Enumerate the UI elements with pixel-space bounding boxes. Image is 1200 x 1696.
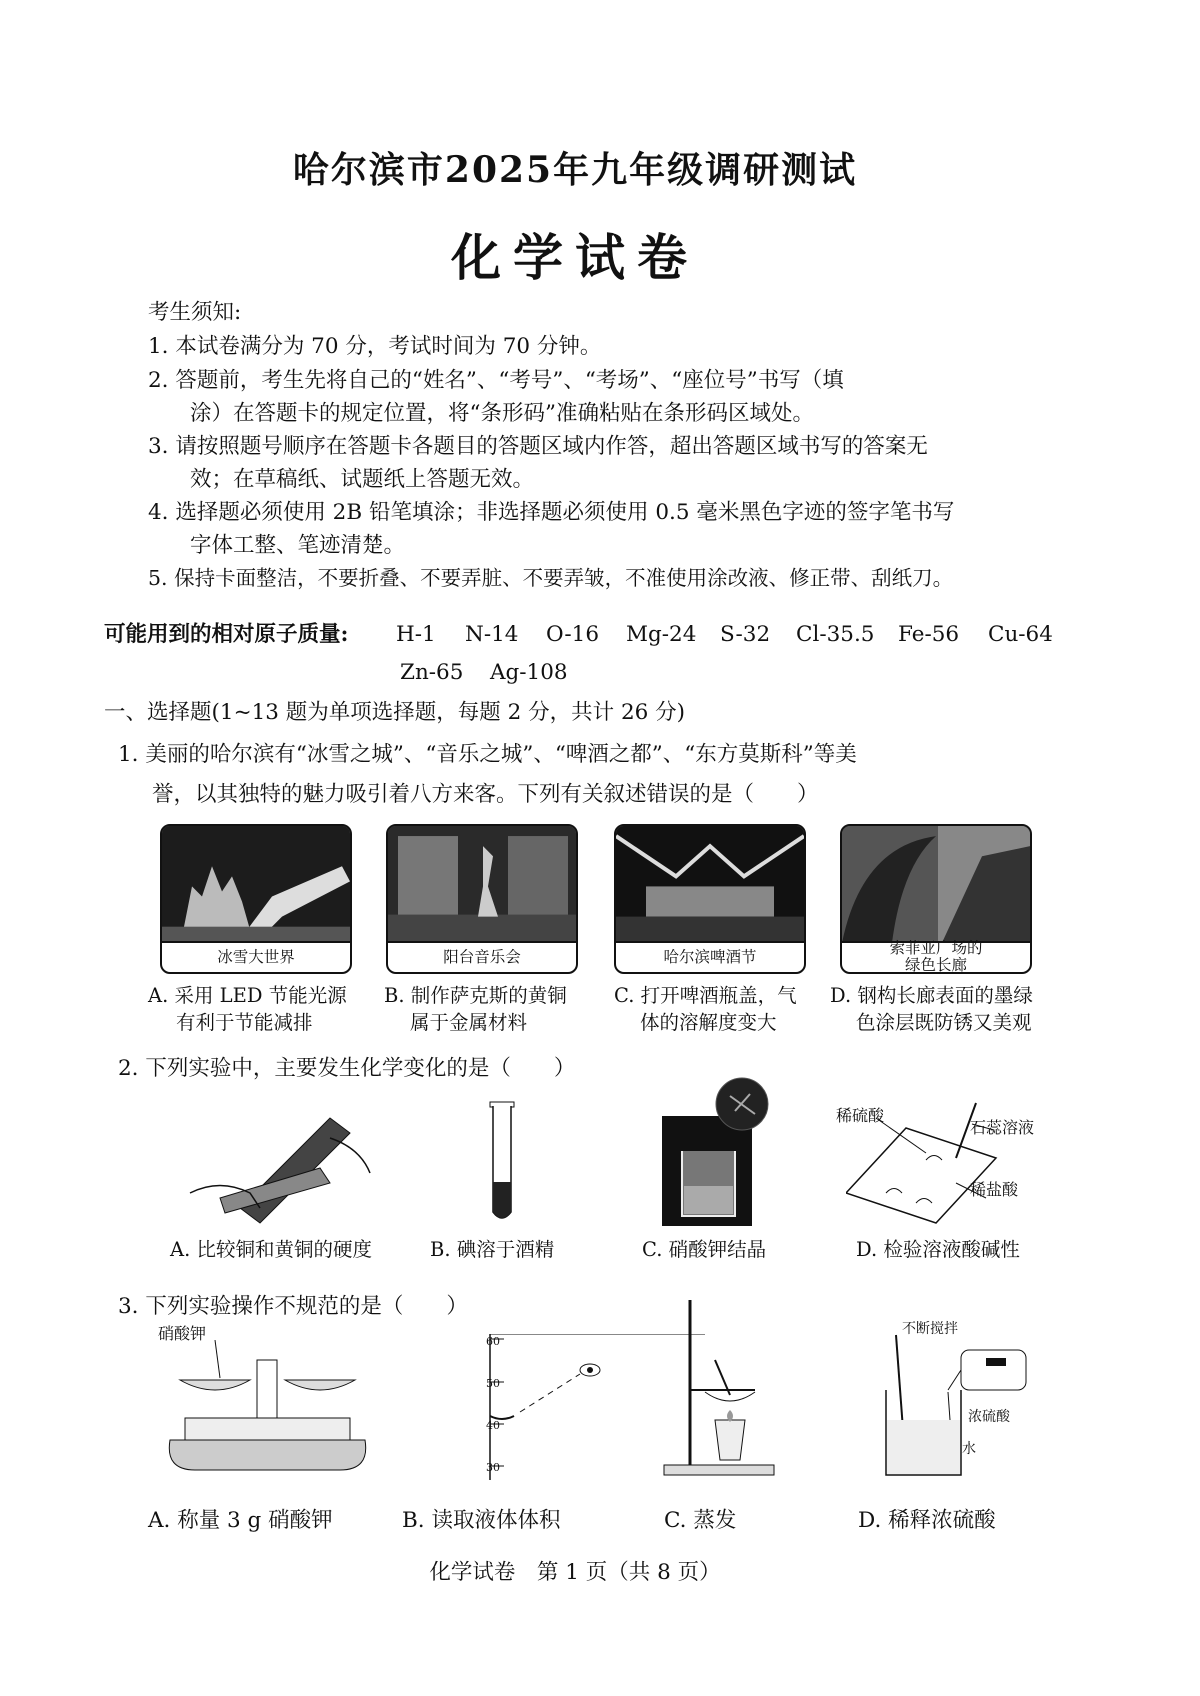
notice-item-2: 2. 答题前，考生先将自己的“姓名”、“考号”、“考场”、“座位号”书写（填 xyxy=(148,368,844,393)
notice-item-3: 3. 请按照题号顺序在答题卡各题目的答题区域内作答，超出答题区域书写的答案无 xyxy=(148,434,928,459)
q1-option-b-cont: 属于金属材料 xyxy=(410,1011,528,1034)
scratching-metal-figure xyxy=(180,1098,380,1228)
label-dilute-hydrochloric-acid: 稀盐酸 xyxy=(970,1180,1019,1199)
photo-caption: 阳台音乐会 xyxy=(388,941,576,972)
atomic-mass-value: Cl-35.5 xyxy=(796,622,875,647)
atomic-mass-value: Cu-64 xyxy=(988,622,1053,647)
q1-option-c-cont: 体的溶解度变大 xyxy=(640,1011,777,1034)
photo-caption: 哈尔滨啤酒节 xyxy=(616,941,804,972)
q3-option-d: D. 稀释浓硫酸 xyxy=(858,1508,996,1533)
q2-option-c: C. 硝酸钾结晶 xyxy=(642,1238,767,1261)
label-water: 水 xyxy=(962,1441,976,1457)
atomic-mass-value: Zn-65 xyxy=(400,660,464,685)
notice-item-3-cont: 效；在草稿纸、试题纸上答题无效。 xyxy=(190,467,535,492)
notice-heading: 考生须知: xyxy=(148,300,242,325)
crystallization-figure xyxy=(660,1076,780,1228)
q3-option-b: B. 读取液体体积 xyxy=(402,1508,561,1533)
q3-option-c: C. 蒸发 xyxy=(664,1508,737,1533)
q1-option-a-cont: 有利于节能减排 xyxy=(176,1011,313,1034)
q2-option-a: A. 比较铜和黄铜的硬度 xyxy=(170,1238,372,1261)
atomic-mass-value: O-16 xyxy=(546,622,600,647)
notice-item-4-cont: 字体工整、笔迹清楚。 xyxy=(190,533,406,558)
q3-option-a: A. 称量 3 g 硝酸钾 xyxy=(148,1508,333,1533)
notice-item-5: 5. 保持卡面整洁，不要折叠、不要弄脏、不要弄皱，不准使用涂改液、修正带、刮纸刀。 xyxy=(148,566,954,590)
photo-caption: 冰雪大世界 xyxy=(162,941,350,972)
atomic-mass-value: Ag-108 xyxy=(490,660,568,685)
atomic-mass-value: Mg-24 xyxy=(626,622,697,647)
label-potassium-nitrate: 硝酸钾 xyxy=(158,1324,207,1343)
q1-option-c: C. 打开啤酒瓶盖，气 xyxy=(614,984,797,1007)
test-tube-figure xyxy=(480,1100,524,1230)
balance-figure xyxy=(165,1340,370,1480)
exam-subject-title: 化学试卷 xyxy=(451,228,699,287)
question-3-stem: 3. 下列实验操作不规范的是（ ） xyxy=(118,1294,468,1319)
cylinder-tick-label: 30 xyxy=(486,1461,500,1474)
q1-option-d-cont: 色涂层既防锈又美观 xyxy=(856,1011,1032,1034)
exam-title: 哈尔滨市2025年九年级调研测试 xyxy=(292,149,858,191)
label-litmus-solution: 石蕊溶液 xyxy=(970,1118,1035,1137)
notice-item-2-cont: 涂）在答题卡的规定位置，将“条形码”准确粘贴在条形码区域处。 xyxy=(190,401,814,426)
question-2-stem: 2. 下列实验中，主要发生化学变化的是（ ） xyxy=(118,1056,576,1081)
q2-option-d: D. 检验溶液酸碱性 xyxy=(856,1238,1020,1261)
q1-option-b: B. 制作萨克斯的黄铜 xyxy=(384,984,567,1007)
cylinder-tick-label: 60 xyxy=(486,1335,500,1348)
q1-option-d: D. 钢构长廊表面的墨绿 xyxy=(830,984,1033,1007)
page-footer: 化学试卷 第 1 页（共 8 页） xyxy=(429,1560,721,1585)
question-1-stem: 1. 美丽的哈尔滨有“冰雪之城”、“音乐之城”、“啤酒之都”、“东方莫斯科”等美 xyxy=(118,742,857,767)
section-heading: 一、选择题(1~13 题为单项选择题，每题 2 分，共计 26 分) xyxy=(104,700,686,725)
notice-item-1: 1. 本试卷满分为 70 分，考试时间为 70 分钟。 xyxy=(148,334,602,359)
question-1-stem-cont: 誉，以其独特的魅力吸引着八方来客。下列有关叙述错误的是（ ） xyxy=(152,782,819,807)
photo-sofia-square-corridor xyxy=(840,824,1032,974)
notice-item-4: 4. 选择题必须使用 2B 铅笔填涂；非选择题必须使用 0.5 毫米黑色字迹的签字笔书写 xyxy=(148,500,955,525)
label-dilute-sulfuric-acid: 稀硫酸 xyxy=(836,1106,885,1125)
photo-beer-festival xyxy=(614,824,806,974)
label-concentrated-sulfuric-acid: 浓硫酸 xyxy=(968,1409,1010,1425)
photo-balcony-concert xyxy=(386,824,578,974)
q2-option-b: B. 碘溶于酒精 xyxy=(430,1238,555,1261)
photo-caption: 索菲亚广场的 绿色长廊 xyxy=(842,941,1030,972)
atomic-mass-label: 可能用到的相对原子质量: xyxy=(104,622,349,647)
q1-option-a: A. 采用 LED 节能光源 xyxy=(148,984,347,1007)
cylinder-tick-label: 40 xyxy=(486,1419,500,1432)
atomic-mass-value: S-32 xyxy=(720,622,771,647)
atomic-mass-value: N-14 xyxy=(465,622,519,647)
evaporation-figure xyxy=(660,1300,780,1480)
photo-ice-snow-world xyxy=(160,824,352,974)
dilution-figure xyxy=(866,1330,1036,1480)
label-keep-stirring: 不断搅拌 xyxy=(902,1321,958,1337)
atomic-mass-value: H-1 xyxy=(396,622,436,647)
atomic-mass-value: Fe-56 xyxy=(898,622,960,647)
cylinder-tick-label: 50 xyxy=(486,1377,500,1390)
